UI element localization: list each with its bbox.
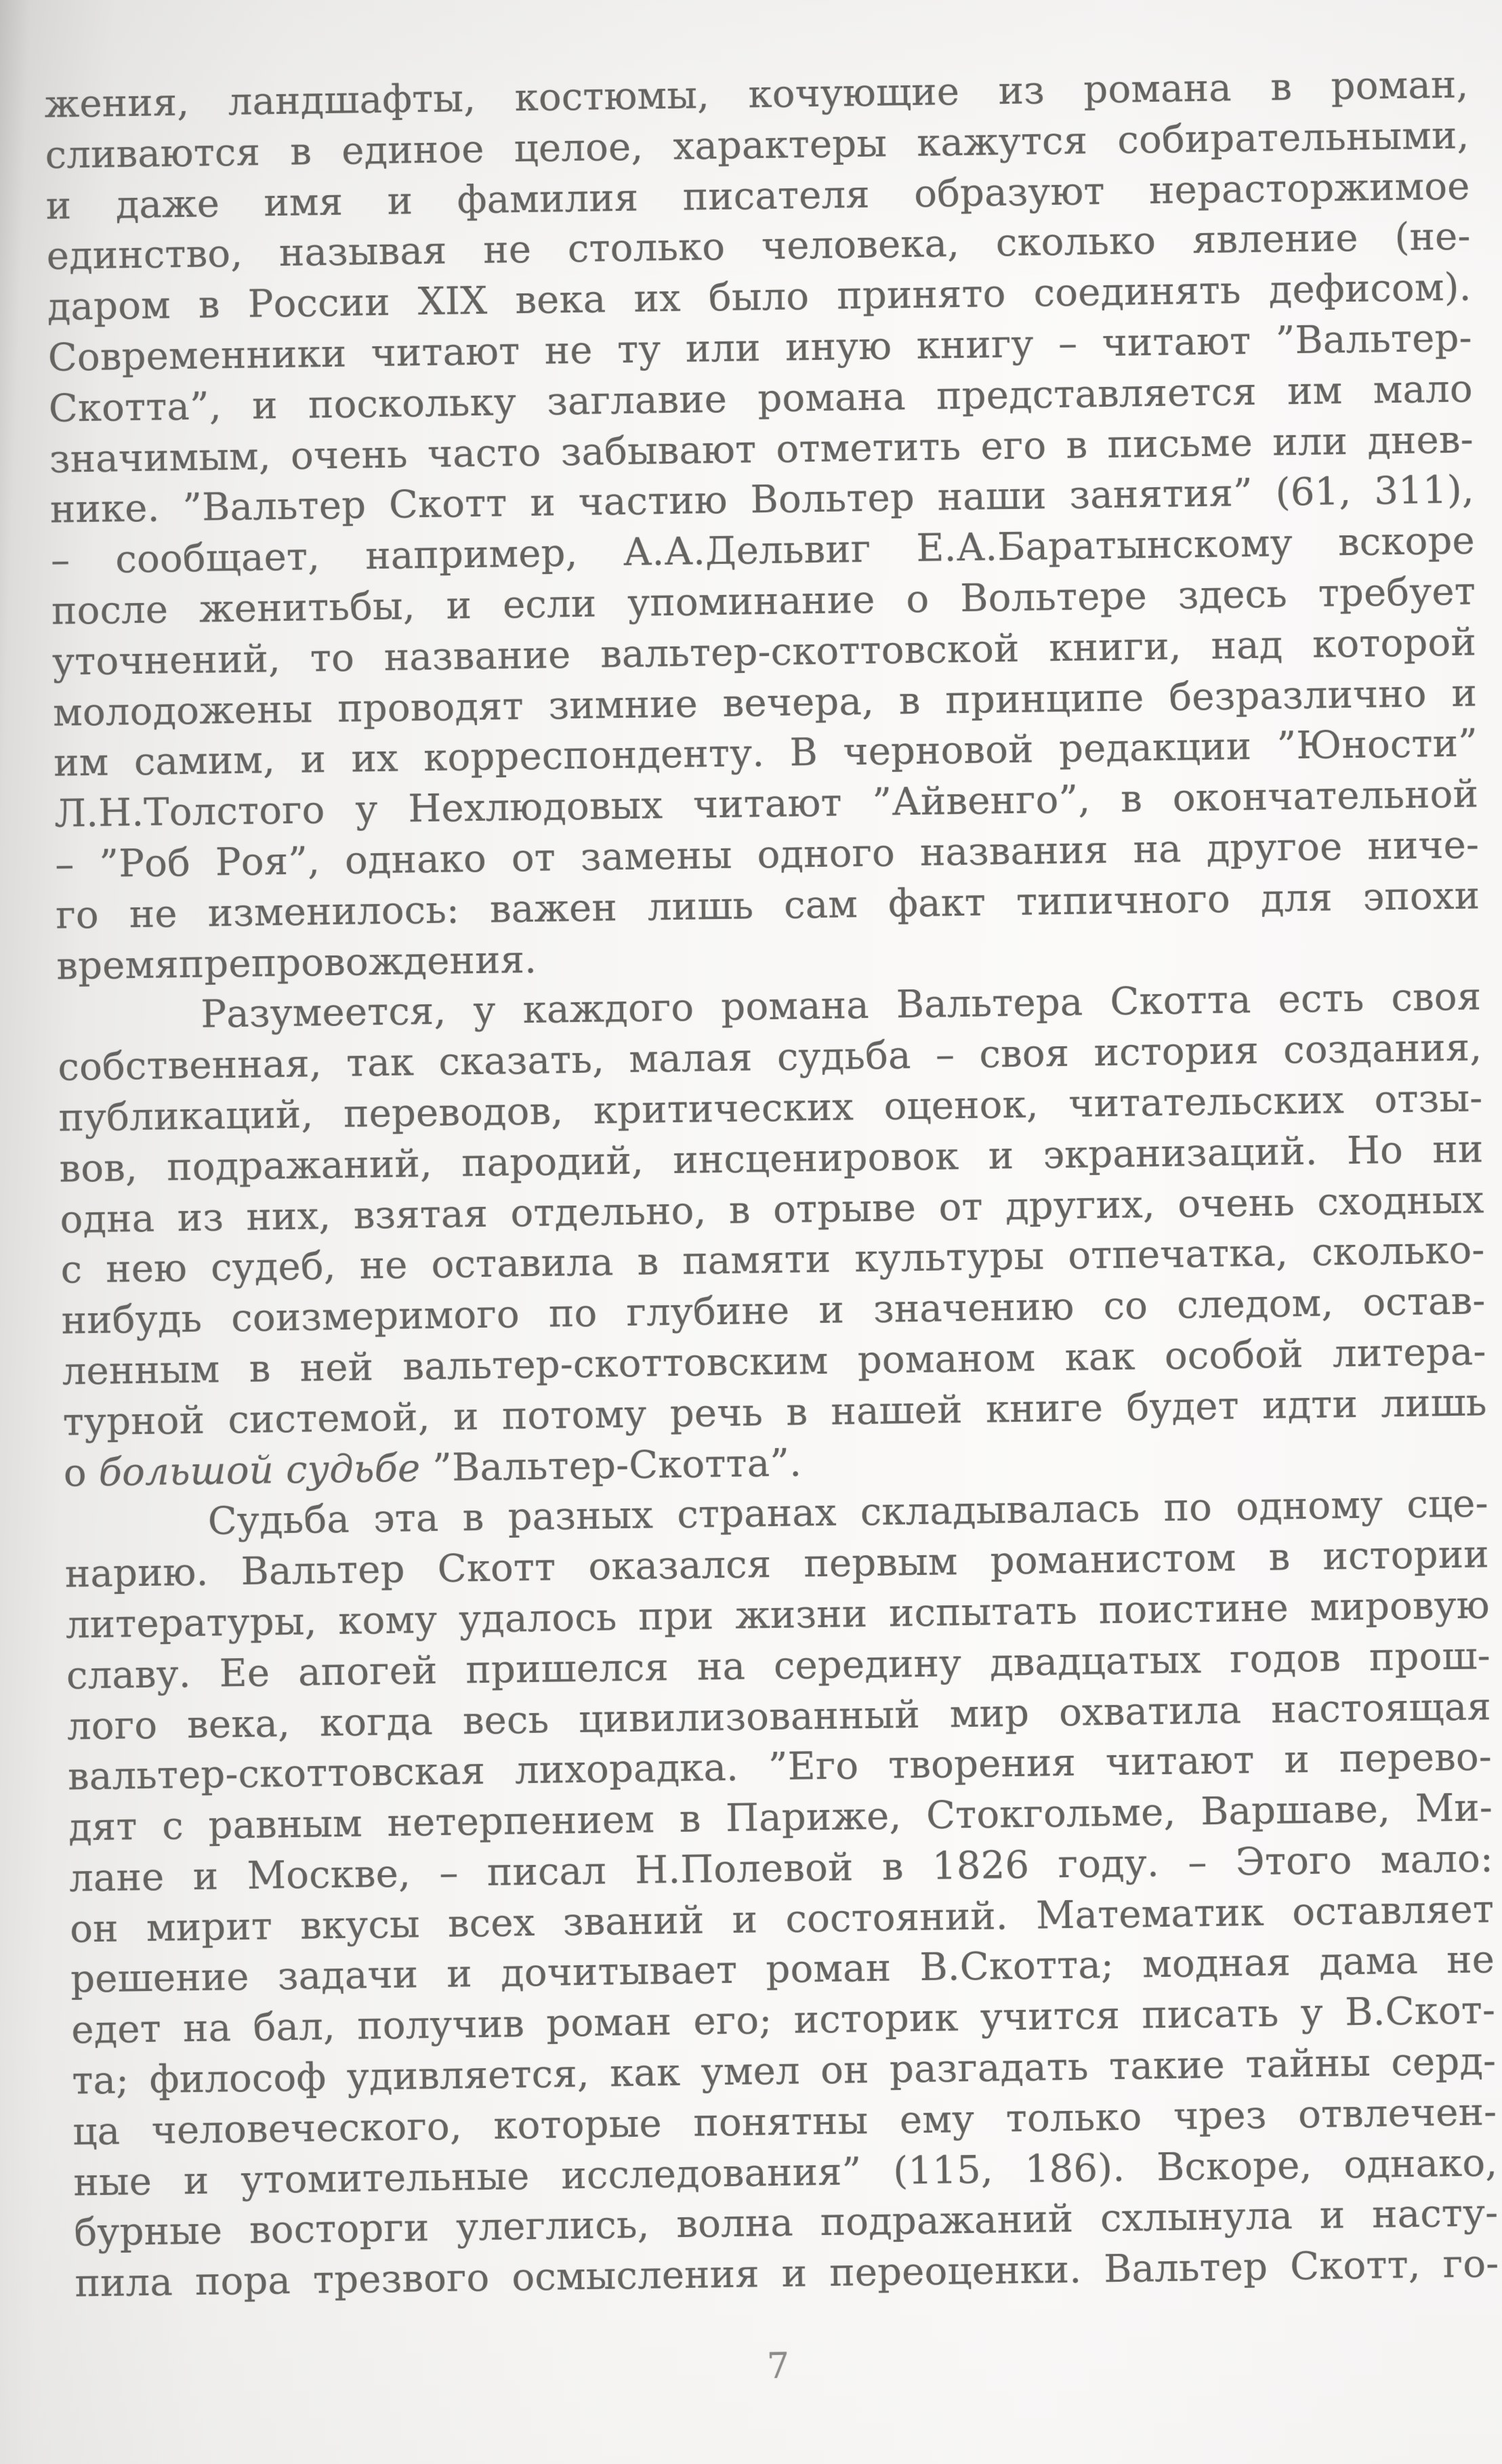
text-line: нибудь соизмеримого по глубине и значению со следом, остав- [61,1279,1486,1343]
line-segment: ”Вальтер-Скотта”. [419,1440,802,1490]
text-line: – ”Роб Роя”, однако от замены одного названия на другое ниче- [54,823,1480,887]
text-line: после женитьбы, и если упоминание о Вольтере здесь требует [51,569,1476,634]
text-line: лого века, когда весь цивилизованный мир охватила настоящая [66,1684,1492,1749]
text-line: лане и Москве, – писал Н.Полевой в 1826 году. – Этого мало: [68,1836,1494,1901]
text-line: уточнений, то название вальтер-скоттовской книги, над которой [51,620,1477,684]
paragraph-start-line: Судьба эта в разных странах складывалась по одному сце- [207,1481,1489,1544]
text-line: и даже имя и фамилия писателя образуют нерасторжимое [45,164,1470,228]
text-line: едет на бал, получив роман его; историк учится писать у В.Скот- [70,1988,1496,2053]
text-line: ленным в ней вальтер-скоттовским романом как особой литера- [62,1330,1486,1394]
text-line: жения, ландшафты, костюмы, кочующие из романа в роман, [44,62,1469,127]
text-line: славу. Ее апогей пришелся на середину двадцатых годов прош- [66,1633,1491,1698]
text-line: Скотта”, и поскольку заглавие романа представляется им мало [48,367,1474,431]
text-line: молодожены проводят зимние вечера, в принципе безразлично и [52,670,1478,735]
text-line: одна из них, взятая отдельно, в отрыве от других, очень сходных [60,1177,1484,1242]
text-line: собственная, так сказать, малая судьба – своя история создания, [58,1025,1482,1090]
text-line: единство, называя не столько человека, сколько явление (не- [46,214,1472,279]
text-line: даром в России XIX века их было принято соединять дефисом). [47,265,1472,329]
text-line: он мирит вкусы всех званий и состояний. Математик оставляет [69,1887,1495,1952]
text-line: Современники читают не ту или иную книгу – читают ”Вальтер- [47,316,1473,380]
text-line: турной системой, и потому речь в нашей книге будет идти лишь [62,1380,1488,1445]
text-line: та; философ удивляется, как умел он разгадать такие тайны серд- [71,2039,1497,2103]
paragraph-end-line: времяпрепровождения. [56,937,537,989]
italic-phrase: большой судьбе [98,1445,421,1495]
text-line: публикаций, переводов, критических оценок, читательских отзы- [58,1076,1483,1141]
text-line: – сообщает, например, А.А.Дельвиг Е.А.Баратынскому вскоре [50,518,1476,583]
text-line: Л.Н.Толстого у Нехлюдовых читают ”Айвенго”, в окончательной [54,772,1479,836]
text-line: литературы, кому удалось при жизни испытать поистине мировую [65,1583,1490,1647]
text-line: пила пора трезвого осмысления и переоценки. Вальтер Скотт, го- [75,2242,1499,2306]
text-line: с нею судеб, не оставила в памяти культуры отпечатка, сколько- [60,1228,1485,1292]
text-line: значимым, очень часто забывают отметить его в письме или днев- [49,417,1474,482]
page-number: 7 [766,2345,790,2387]
text-line: го не изменилось: важен лишь сам факт типичного для эпохи [55,874,1480,938]
text-line: бурные восторги улеглись, волна подражаний схлынула и насту- [74,2191,1499,2255]
text-line: ные и утомительные исследования” (115, 186). Вскоре, однако, [73,2140,1498,2205]
text-line: ца человеческого, которые понятны ему только чрез отвлечен- [72,2090,1497,2154]
paragraph-start-line: Разумеется, у каждого романа Вальтера Скотта есть своя [200,974,1482,1038]
text-line: нике. ”Вальтер Скотт и частию Вольтер наши занятия” (61, 311), [49,468,1475,533]
text-line: вальтер-скоттовская лихорадка. ”Его творения читают и перево- [67,1735,1493,1799]
page-text [44,60,1499,2309]
line-segment: о [63,1450,100,1496]
text-line: сливаются в единое целое, характеры кажутся собирательными, [45,113,1469,178]
text-line: вов, подражаний, пародий, инсценировок и экранизаций. Но ни [59,1127,1484,1191]
text-line: решение задачи и дочитывает роман В.Скотта; модная дама не [70,1937,1495,2003]
text-line: им самим, и их корреспонденту. В черновой редакции ”Юности” [53,721,1478,786]
text-line: нарию. Вальтер Скотт оказался первым романистом в истории [64,1532,1490,1597]
text-line: дят с равным нетерпением в Париже, Стокгольме, Варшаве, Ми- [68,1786,1493,1850]
